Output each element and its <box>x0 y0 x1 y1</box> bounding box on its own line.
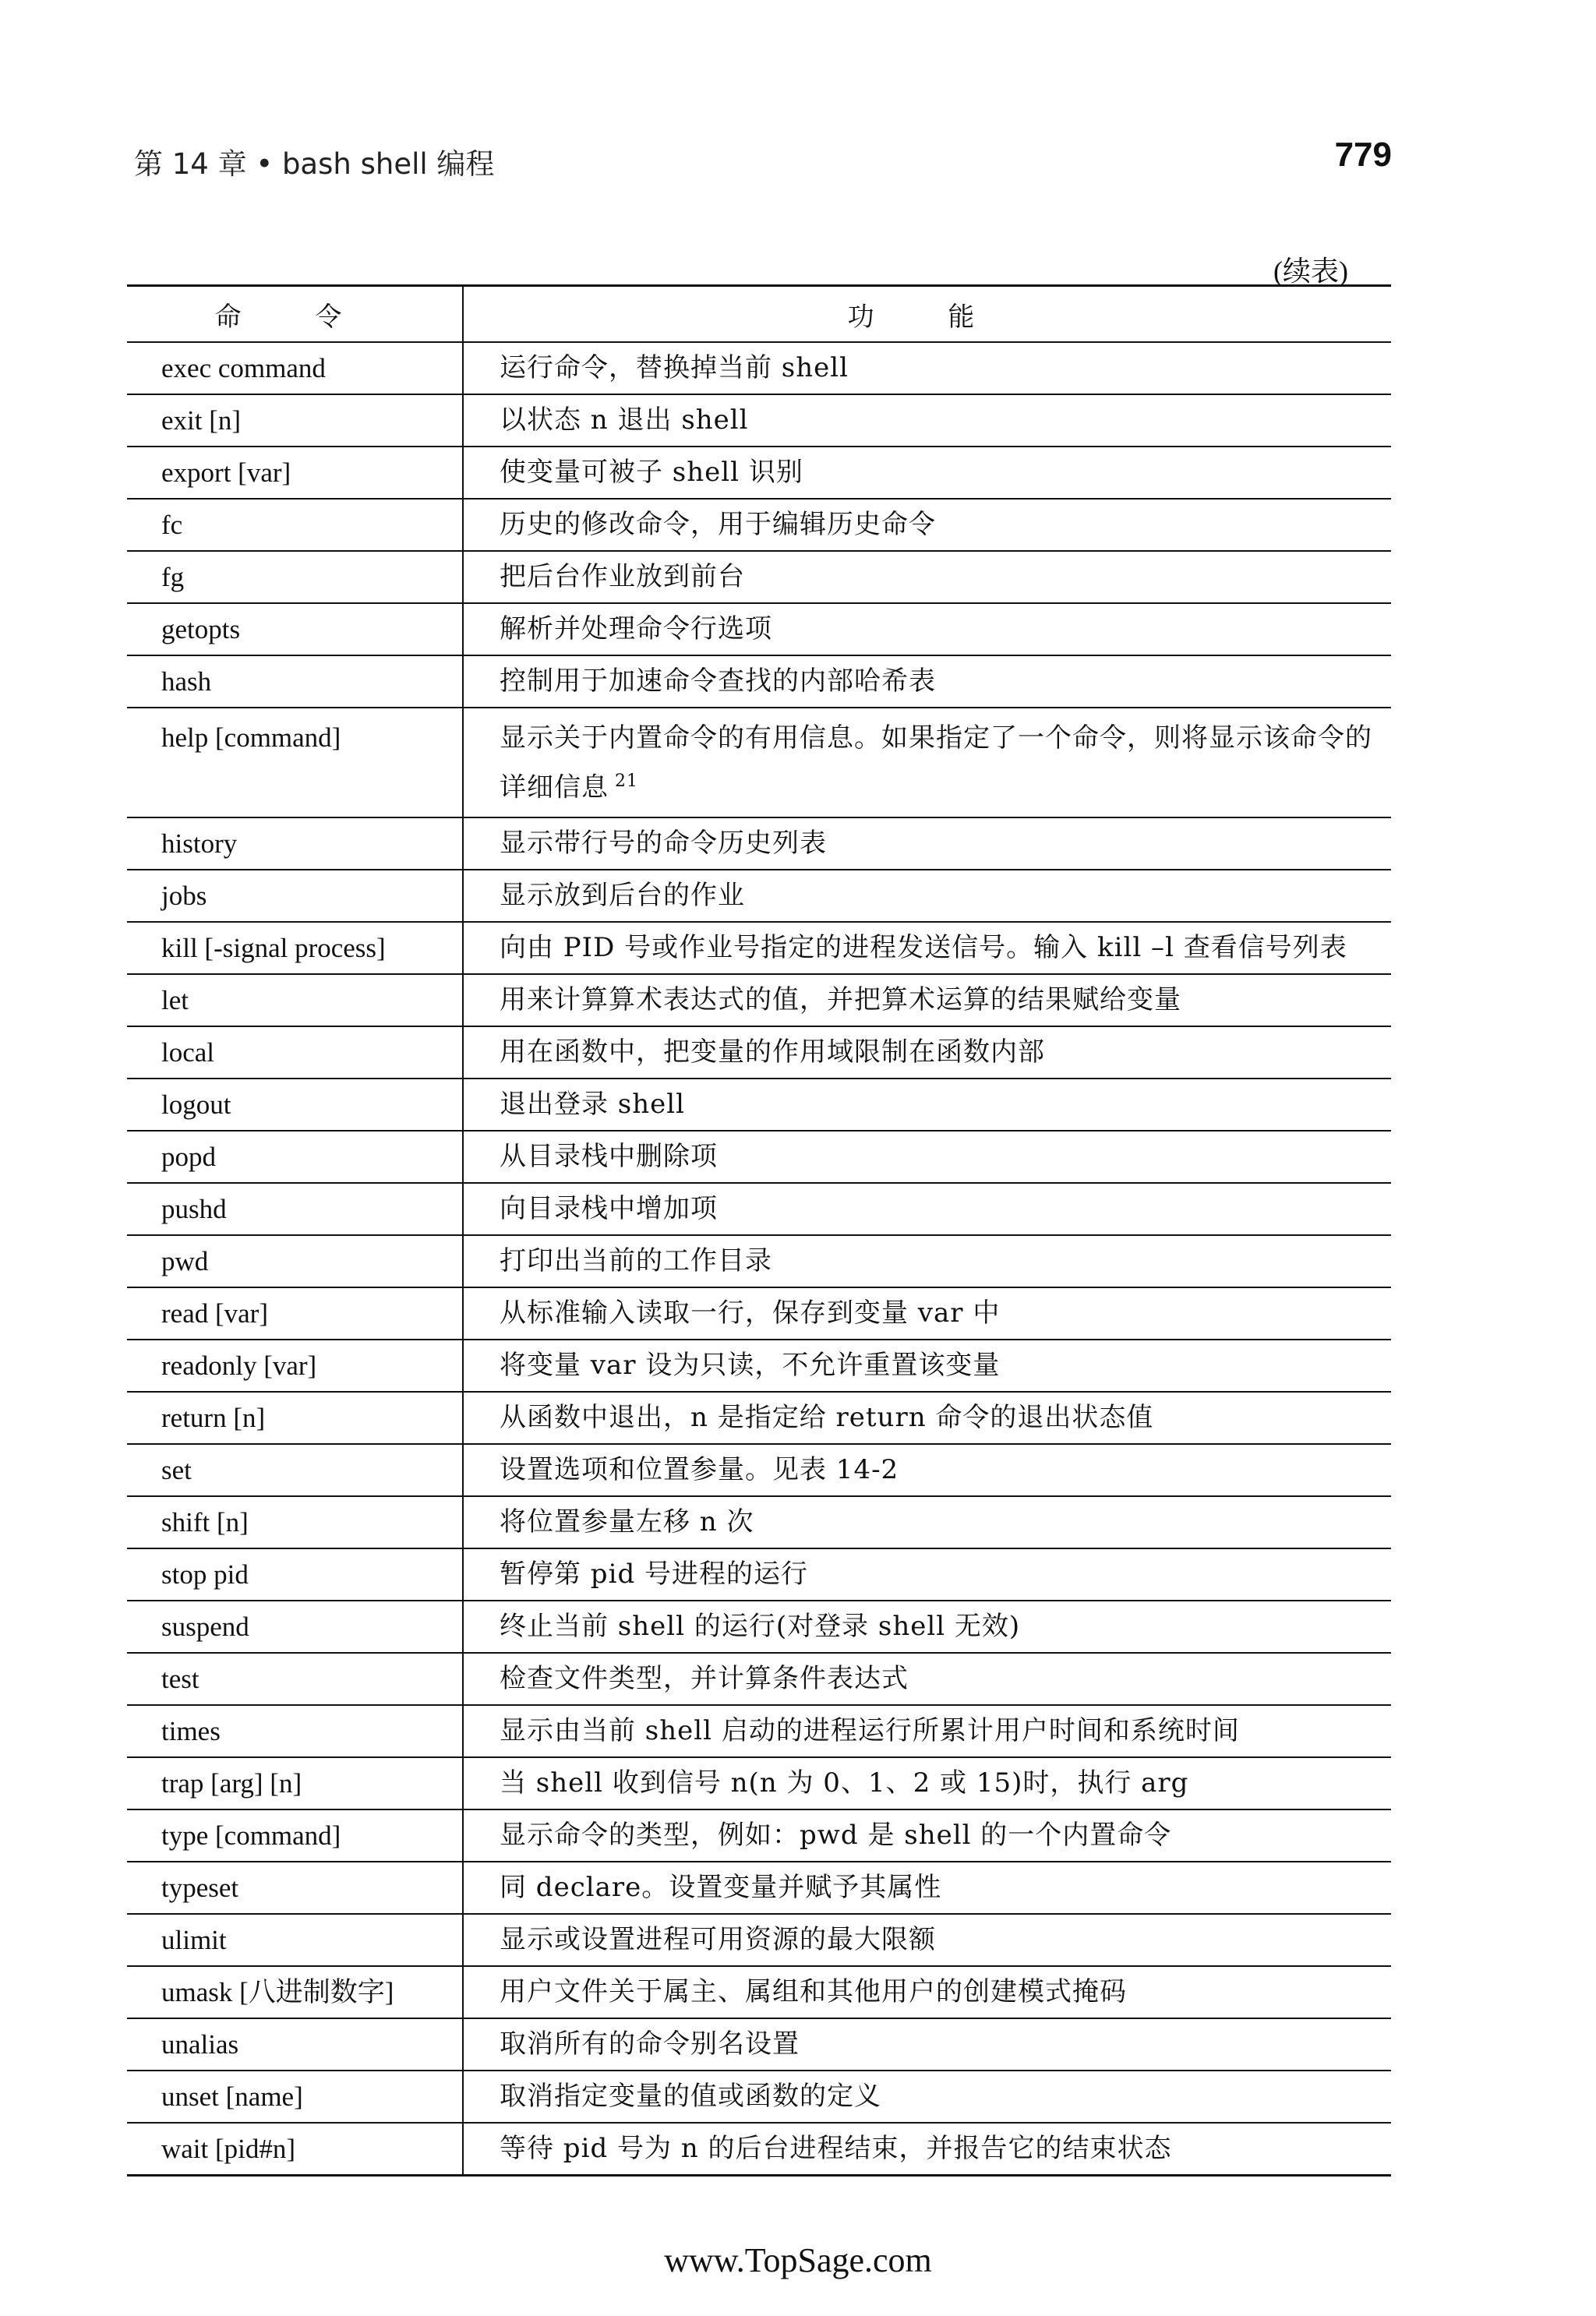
description-text: 用户文件关于属主、属组和其他用户的创建模式掩码 <box>500 1976 1127 2008</box>
description-text: 显示放到后台的作业 <box>500 880 745 912</box>
description-text: 控制用于加速命令查找的内部哈希表 <box>500 665 936 697</box>
description-text: 取消所有的命令别名设置 <box>500 2028 800 2060</box>
command-cell: typeset <box>127 1862 463 1914</box>
command-cell: help [command] <box>127 708 463 817</box>
table-row <box>127 1392 1391 1444</box>
command-cell: set <box>127 1444 463 1496</box>
table-row <box>127 1966 1391 2018</box>
description-text: 运行命令，替换掉当前 shell <box>500 352 849 383</box>
command-cell: getopts <box>127 603 463 655</box>
description-text: 从函数中退出，n 是指定给 return 命令的退出状态值 <box>500 1402 1154 1434</box>
description-cell <box>463 2071 1391 2123</box>
description-cell <box>463 1705 1391 1757</box>
description-cell <box>463 499 1391 551</box>
command-cell: return [n] <box>127 1392 463 1444</box>
description-cell <box>463 974 1391 1026</box>
description-cell <box>463 870 1391 922</box>
table-row <box>127 1340 1391 1392</box>
description-cell <box>463 1653 1391 1705</box>
description-text: 将位置参量左移 n 次 <box>500 1506 754 1538</box>
command-cell: exec command <box>127 342 463 394</box>
description-cell <box>463 922 1391 974</box>
description-cell <box>463 1183 1391 1235</box>
footer-url: www.TopSage.com <box>664 2241 932 2279</box>
description-cell <box>463 1287 1391 1340</box>
description-cell <box>463 655 1391 708</box>
column-header-command: 命 令 <box>127 286 463 343</box>
table-row <box>127 2018 1391 2071</box>
command-cell: unset [name] <box>127 2071 463 2123</box>
description-text: 显示带行号的命令历史列表 <box>500 828 827 860</box>
description-text: 退出登录 shell <box>500 1089 686 1121</box>
description-cell <box>463 394 1391 447</box>
command-cell: read [var] <box>127 1287 463 1340</box>
description-text: 向目录栈中增加项 <box>500 1193 718 1225</box>
description-cell <box>463 1496 1391 1548</box>
command-cell: type [command] <box>127 1809 463 1862</box>
description-cell <box>463 1757 1391 1809</box>
command-cell: times <box>127 1705 463 1757</box>
description-text: 显示或设置进程可用资源的最大限额 <box>500 1924 936 1956</box>
command-cell: jobs <box>127 870 463 922</box>
table-row <box>127 1914 1391 1966</box>
table-row <box>127 1026 1391 1079</box>
command-cell: logout <box>127 1079 463 1131</box>
table-row <box>127 394 1391 447</box>
table-row <box>127 1757 1391 1809</box>
table-row <box>127 1287 1391 1340</box>
command-cell: hash <box>127 655 463 708</box>
table-row <box>127 1601 1391 1653</box>
table-row <box>127 870 1391 922</box>
table-row <box>127 2071 1391 2123</box>
description-text: 以状态 n 退出 shell <box>500 404 749 436</box>
table-row <box>127 1079 1391 1131</box>
column-header-function: 功 能 <box>463 286 1391 343</box>
table-row <box>127 1444 1391 1496</box>
table-row <box>127 1705 1391 1757</box>
command-cell: history <box>127 817 463 870</box>
table-row <box>127 447 1391 499</box>
description-text: 解析并处理命令行选项 <box>500 613 772 644</box>
description-text: 用在函数中，把变量的作用域限制在函数内部 <box>500 1036 1045 1068</box>
description-cell <box>463 1914 1391 1966</box>
description-cell <box>463 1601 1391 1653</box>
description-text: 当 shell 收到信号 n(n 为 0、1、2 或 15)时，执行 arg <box>500 1767 1189 1799</box>
description-text: 检查文件类型，并计算条件表达式 <box>500 1663 909 1695</box>
footnote-marker: 21 <box>615 771 638 791</box>
table-row <box>127 1548 1391 1601</box>
table-row <box>127 499 1391 551</box>
command-cell: suspend <box>127 1601 463 1653</box>
description-text: 显示由当前 shell 启动的进程运行所累计用户时间和系统时间 <box>500 1715 1240 1747</box>
table-row <box>127 1496 1391 1548</box>
command-cell: export [var] <box>127 447 463 499</box>
command-cell: unalias <box>127 2018 463 2071</box>
command-cell: ulimit <box>127 1914 463 1966</box>
command-cell: exit [n] <box>127 394 463 447</box>
description-text: 显示命令的类型，例如：pwd 是 shell 的一个内置命令 <box>500 1820 1172 1852</box>
description-text: 同 declare。设置变量并赋予其属性 <box>500 1872 942 1904</box>
command-cell: readonly [var] <box>127 1340 463 1392</box>
page-number: 779 <box>1334 136 1392 174</box>
description-cell <box>463 551 1391 603</box>
command-table <box>127 284 1391 2177</box>
command-cell: pwd <box>127 1235 463 1287</box>
table-row <box>127 1235 1391 1287</box>
description-cell <box>463 1548 1391 1601</box>
table-row <box>127 817 1391 870</box>
table-row <box>127 342 1391 394</box>
description-cell <box>463 817 1391 870</box>
description-cell <box>463 1966 1391 2018</box>
command-cell: kill [-signal process] <box>127 922 463 974</box>
description-text: 打印出当前的工作目录 <box>500 1245 772 1277</box>
table-row <box>127 922 1391 974</box>
table-body <box>127 342 1391 2176</box>
command-cell: trap [arg] [n] <box>127 1757 463 1809</box>
description-text: 暂停第 pid 号进程的运行 <box>500 1559 809 1590</box>
description-cell <box>463 447 1391 499</box>
description-text: 历史的修改命令，用于编辑历史命令 <box>500 509 936 540</box>
description-cell <box>463 342 1391 394</box>
description-text: 设置选项和位置参量。见表 14-2 <box>500 1454 899 1486</box>
table-row <box>127 1653 1391 1705</box>
description-text: 取消指定变量的值或函数的定义 <box>500 2081 881 2113</box>
table-row <box>127 2123 1391 2176</box>
command-cell: let <box>127 974 463 1026</box>
description-text: 终止当前 shell 的运行(对登录 shell 无效) <box>500 1611 1021 1643</box>
table-row <box>127 708 1391 817</box>
table-row <box>127 603 1391 655</box>
command-cell: test <box>127 1653 463 1705</box>
command-cell: local <box>127 1026 463 1079</box>
description-cell <box>463 1235 1391 1287</box>
table-row <box>127 1862 1391 1914</box>
description-text: 将变量 var 设为只读，不允许重置该变量 <box>500 1350 1001 1382</box>
table-header <box>127 286 1391 343</box>
table-row <box>127 655 1391 708</box>
command-cell: umask [八进制数字] <box>127 1966 463 2018</box>
description-cell <box>463 1131 1391 1183</box>
command-cell: shift [n] <box>127 1496 463 1548</box>
description-cell <box>463 2018 1391 2071</box>
chapter-title: 第 14 章 • bash shell 编程 <box>134 147 495 181</box>
description-cell <box>463 1340 1391 1392</box>
table-row <box>127 1183 1391 1235</box>
page-header <box>134 136 1392 187</box>
description-text: 显示关于内置命令的有用信息。如果指定了一个命令，则将显示该命令的详细信息 <box>500 722 1372 803</box>
description-cell <box>463 1026 1391 1079</box>
command-cell: popd <box>127 1131 463 1183</box>
description-text: 把后台作业放到前台 <box>500 561 745 592</box>
description-text: 用来计算算术表达式的值，并把算术运算的结果赋给变量 <box>500 984 1181 1016</box>
table-row <box>127 1809 1391 1862</box>
description-text: 从标准输入读取一行，保存到变量 var 中 <box>500 1297 1001 1329</box>
command-cell: pushd <box>127 1183 463 1235</box>
description-text: 等待 pid 号为 n 的后台进程结束，并报告它的结束状态 <box>500 2133 1172 2165</box>
continued-label: (续表) <box>1273 256 1348 287</box>
description-cell <box>463 603 1391 655</box>
description-text: 从目录栈中删除项 <box>500 1141 718 1173</box>
table-row <box>127 1131 1391 1183</box>
description-cell <box>463 1862 1391 1914</box>
description-cell <box>463 708 1391 817</box>
description-text: 向由 PID 号或作业号指定的进程发送信号。输入 kill –l 查看信号列表 <box>500 932 1347 964</box>
description-cell <box>463 1444 1391 1496</box>
command-cell: fc <box>127 499 463 551</box>
description-cell <box>463 1079 1391 1131</box>
command-cell: stop pid <box>127 1548 463 1601</box>
description-cell <box>463 1392 1391 1444</box>
description-cell <box>463 1809 1391 1862</box>
description-text: 使变量可被子 shell 识别 <box>500 457 803 488</box>
command-cell: wait [pid#n] <box>127 2123 463 2176</box>
command-cell: fg <box>127 551 463 603</box>
table-row <box>127 974 1391 1026</box>
description-cell <box>463 2123 1391 2176</box>
table-row <box>127 551 1391 603</box>
